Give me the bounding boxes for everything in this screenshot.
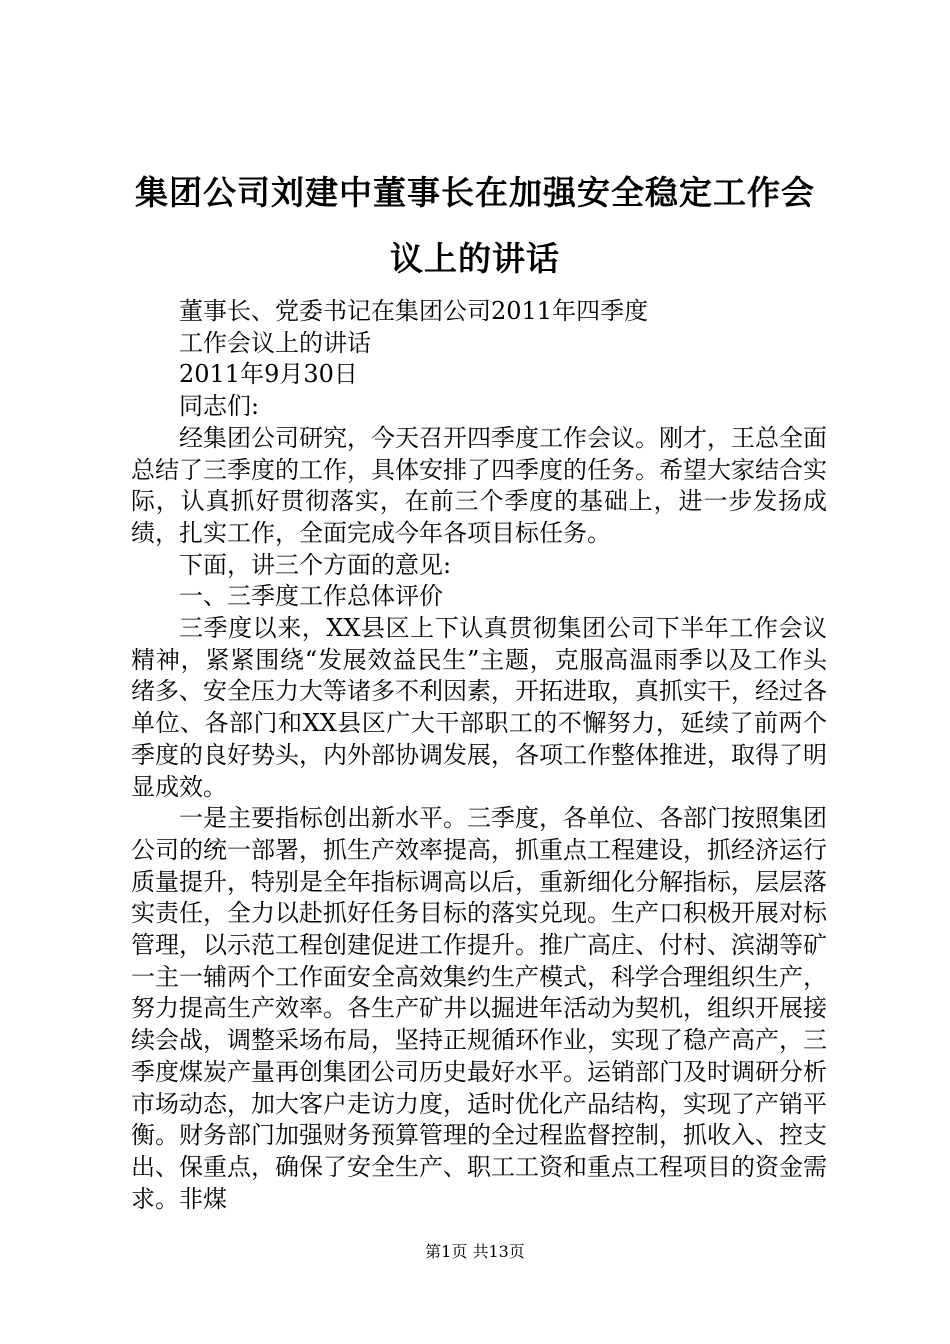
document-body xyxy=(131,296,827,1215)
paragraph: 同志们: xyxy=(179,392,260,421)
paragraph: 三季度以来，XX县区上下认真贯彻集团公司下半年工作会议精神，紧紧围绕“发展效益民生”主题，克服高温雨季以及工作头绪多、安全压力大等诸多不利因素，开拓进取，真抓实干，经过各单位、各部门和XX县区广大干部职工的不懈努力，延续了前两个季度的良好势头，内外部协调发展，各项工作整体推进，取得了明显成效。 xyxy=(131,614,827,801)
paragraph: 一是主要指标创出新水平。三季度，各单位、各部门按照集团公司的统一部署，抓生产效率提高，抓重点工程建设，抓经济运行质量提升，特别是全年指标调高以后，重新细化分解指标，层层落实责任，全力以赴抓好任务目标的落实兑现。生产口积极开展对标管理，以示范工程创建促进工作提升。推广高庄、付村、滨湖等矿一主一辅两个工作面安全高效集约生产模式，科学合理组织生产，努力提高生产效率。各生产矿井以掘进年活动为契机，组织开展接续会战，调整采场布局，坚持正规循环作业，实现了稳产高产，三季度煤炭产量再创集团公司历史最好水平。运销部门及时调研分析市场动态，加大客户走访力度，适时优化产品结构，实现了产销平衡。财务部门加强财务预算管理的全过程监督控制，抓收入、控支出、保重点，确保了安全生产、职工工资和重点工程项目的资金需求。非煤 xyxy=(131,804,827,1213)
page-footer: 第1页 共13页 xyxy=(425,1242,525,1261)
paragraph: 经集团公司研究，今天召开四季度工作会议。刚才，王总全面总结了三季度的工作，具体安排了四季度的任务。希望大家结合实际，认真抓好贯彻落实，在前三个季度的基础上，进一步发扬成绩，扎实工作，全面完成今年各项目标任务。 xyxy=(131,423,827,547)
document-title: 集团公司刘建中董事长在加强安全稳定工作会议上的讲话 xyxy=(135,173,815,278)
paragraph: 董事长、党委书记在集团公司2011年四季度 xyxy=(179,297,649,325)
paragraph: 工作会议上的讲话 xyxy=(179,328,371,357)
paragraph: 2011年9月30日 xyxy=(179,360,358,389)
paragraph: 下面，讲三个方面的意见: xyxy=(179,550,452,579)
paragraph: 一、三季度工作总体评价 xyxy=(179,582,443,611)
